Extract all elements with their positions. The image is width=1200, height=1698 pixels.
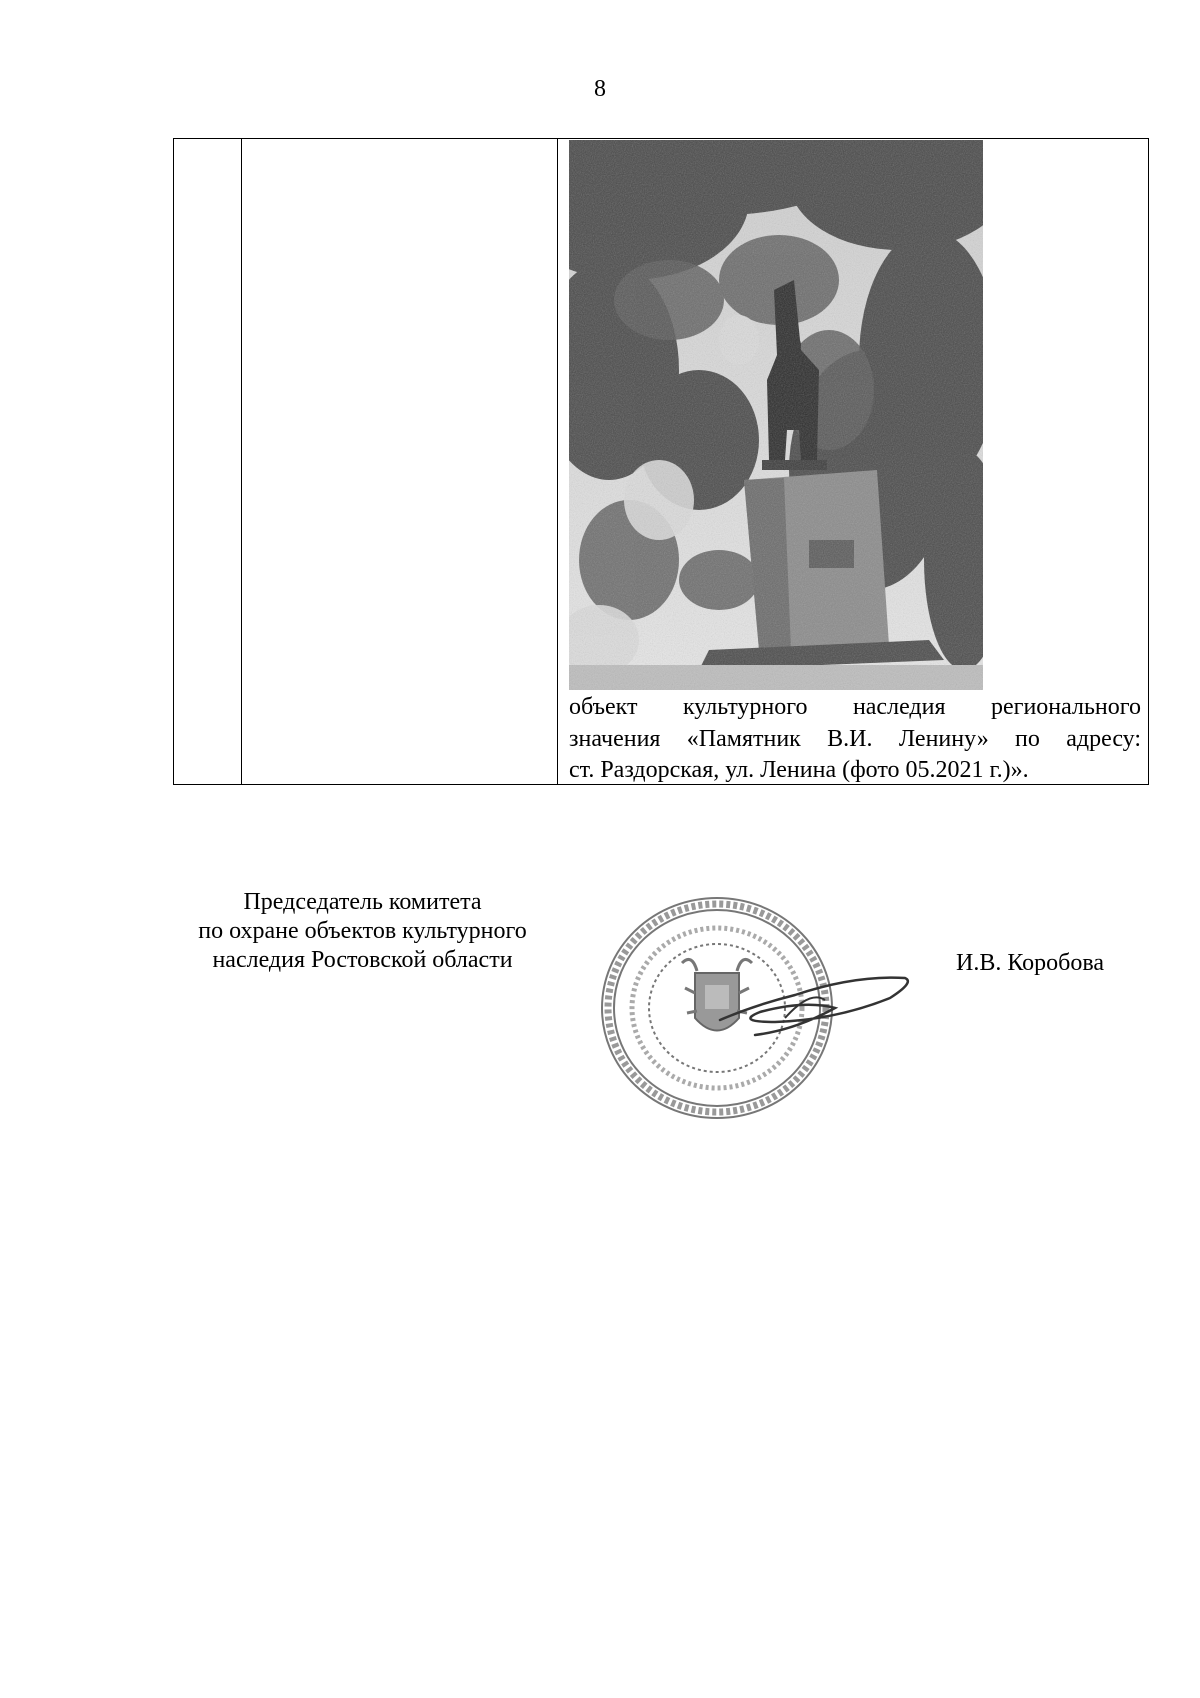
signatory-title-line: наследия Ростовской области (212, 947, 513, 973)
signatory-title (160, 888, 565, 975)
monument-photo (569, 140, 983, 690)
column-divider-description (557, 139, 558, 784)
caption-line: объект культурного наследия регионального (569, 694, 1141, 720)
caption-line: ст. Раздорская, ул. Ленина (фото 05.2021 г.)». (569, 757, 1029, 783)
heritage-table (173, 138, 1149, 785)
signatory-title-line: Председатель комитета (243, 889, 482, 915)
page-number: 8 (594, 76, 606, 102)
signatory-title-line: по охране объектов культурного (198, 918, 527, 944)
photo-caption (569, 692, 1141, 787)
signatory-name: И.В. Коробова (956, 950, 1105, 976)
caption-line: значения «Памятник В.И. Ленину» по адресу: (569, 725, 1141, 752)
column-divider-number (241, 139, 242, 784)
handwritten-signature (715, 960, 915, 1040)
